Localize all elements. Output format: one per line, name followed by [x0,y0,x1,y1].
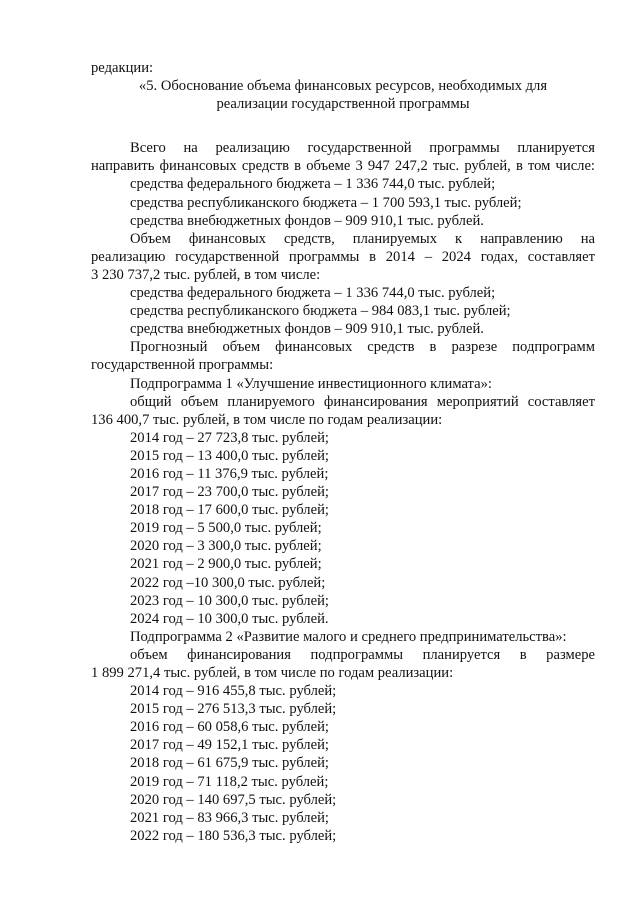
year-item: 2022 год – 180 536,3 тыс. рублей; [130,827,337,844]
total-extrabudgetary-funds: средства внебюджетных фондов – 909 910,1 тыс. рублей. [130,212,484,229]
year-item: 2016 год – 11 376,9 тыс. рублей; [130,465,329,482]
period-paragraph-line-2: реализацию государственной программы в 2014 – 2024 годах, составляет [91,248,595,265]
section-heading-line-1: «5. Обоснование объема финансовых ресурсов, необходимых для [138,78,548,95]
year-item: 2020 год – 3 300,0 тыс. рублей; [130,538,322,555]
year-item: 2019 год – 71 118,2 тыс. рублей; [130,773,329,790]
subprogram-1-year-list [91,429,595,628]
subprogram-2-paragraph-line-2: 1 899 271,4 тыс. рублей, в том числе по годам реализации: [91,665,454,681]
year-item: 2021 год – 2 900,0 тыс. рублей; [130,556,322,573]
year-item: 2015 год – 276 513,3 тыс. рублей; [130,701,337,718]
year-item: 2022 год –10 300,0 тыс. рублей; [130,574,326,591]
forecast-paragraph-line-2: государственной программы: [91,357,274,374]
year-item: 2019 год – 5 500,0 тыс. рублей; [130,520,322,537]
year-item: 2021 год – 83 966,3 тыс. рублей; [130,809,329,826]
subprogram-1-paragraph-line-1: общий объем планируемого финансирования мероприятий составляет [130,393,595,410]
period-paragraph-line-3: 3 230 737,2 тыс. рублей, в том числе: [91,266,321,283]
forecast-paragraph-line-1: Прогнозный объем финансовых средств в разрезе подпрограмм [130,339,595,356]
period-extrabudgetary-funds: средства внебюджетных фондов – 909 910,1 тыс. рублей. [130,321,484,338]
lead-fragment: редакции: [91,60,154,76]
period-republican-budget: средства республиканского бюджета – 984 083,1 тыс. рублей; [130,303,511,320]
total-republican-budget: средства республиканского бюджета – 1 700 593,1 тыс. рублей; [130,194,522,211]
period-paragraph-line-1: Объем финансовых средств, планируемых к направлению на [130,230,595,247]
year-item: 2017 год – 49 152,1 тыс. рублей; [130,737,329,754]
document-body [91,59,595,845]
year-item: 2016 год – 60 058,6 тыс. рублей; [130,719,329,736]
period-federal-budget: средства федерального бюджета – 1 336 744,0 тыс. рублей; [130,285,496,302]
section-heading-line-2: реализации государственной программы [216,96,470,113]
subprogram-2-paragraph-line-1: объем финансирования подпрограммы планируется в размере [130,646,595,663]
subprogram-2-year-list [91,682,595,845]
year-item: 2017 год – 23 700,0 тыс. рублей; [130,484,329,501]
year-item: 2023 год – 10 300,0 тыс. рублей; [130,592,329,609]
total-federal-budget: средства федерального бюджета – 1 336 744,0 тыс. рублей; [130,176,496,193]
year-item: 2014 год – 27 723,8 тыс. рублей; [130,429,329,446]
year-item: 2014 год – 916 455,8 тыс. рублей; [130,683,337,700]
paragraph-gap [91,113,595,139]
subprogram-1-paragraph-line-2: 136 400,7 тыс. рублей, в том числе по годам реализации: [91,411,443,428]
total-paragraph-line-2: направить финансовых средств в объеме 3 947 247,2 тыс. рублей, в том числе: [91,158,595,175]
year-item: 2024 год – 10 300,0 тыс. рублей. [130,610,329,627]
total-paragraph-line-1: Всего на реализацию государственной программы планируется [130,140,595,157]
year-item: 2015 год – 13 400,0 тыс. рублей; [130,447,329,464]
year-item: 2020 год – 140 697,5 тыс. рублей; [130,791,337,808]
year-item: 2018 год – 17 600,0 тыс. рублей; [130,502,329,519]
subprogram-2-title: Подпрограмма 2 «Развитие малого и среднего предпринимательства»: [130,628,567,645]
year-item: 2018 год – 61 675,9 тыс. рублей; [130,755,329,772]
subprogram-1-title: Подпрограмма 1 «Улучшение инвестиционного климата»: [130,375,492,392]
